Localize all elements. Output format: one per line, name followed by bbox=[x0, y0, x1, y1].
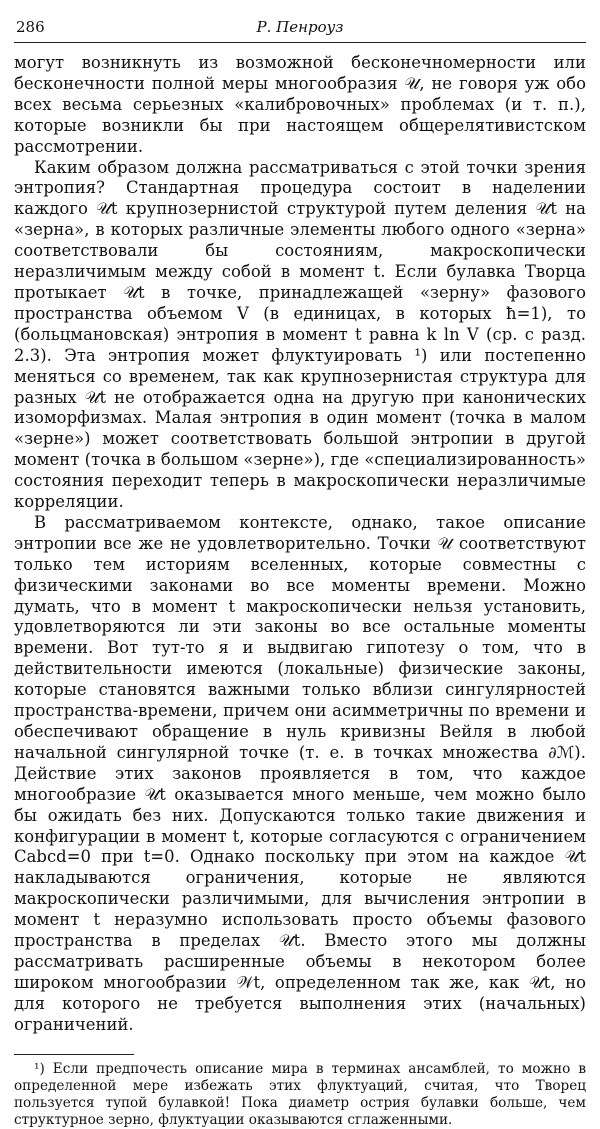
footnote-divider bbox=[14, 1054, 134, 1055]
paragraph-context: В рассматриваемом контексте, однако, такое описание энтропии все же не удовлетворительно. Точки 𝒰 соответствуют только тем историям вселенных, которые совместны с физическими законами во все моменты времени. Можно думать, что в момент t макроскопически нельзя установить, удовлетворяются ли эти законы во все остальные моменты времени. Вот тут-то я и выдвигаю гипотезу о том, что в действительности имеются (локальные) физические законы, которые становятся важными только вблизи сингулярностей пространства-времени, причем они асимметричны по времени и обеспечивают обращение в нуль кривизны Вейля в любой начальной сингулярной точке (т. е. в точках множества ∂ℳ). Действие этих законов проявляется в том, что каждое многообразие 𝒰t оказывается много меньше, чем можно было бы ожидать без них. Допускаются только такие движения и конфигурации в момент t, которые согласуются с ограничением Cabcd=0 при t=0. Однако поскольку при этом на каждое 𝒰t накладываются ограничения, которые не являются макроскопически различимыми, для вычисления энтропии в момент t неразумно использовать просто объемы фазового пространства в пределах 𝒰t. Вместо этого мы должны рассматривать расширенные объемы в некотором более широком многообразии 𝒲t, определенном так же, как 𝒰t, но для которого не требуется выполнения этих (начальных) ограничений. bbox=[14, 512, 586, 1034]
footnote: ¹) Если предпочесть описание мира в терминах ансамблей, то можно в определенной мере избежать этих флуктуаций, считая, что Творец пользуется тупой булавкой! Пока диаметр острия булавки больше, чем структурное зерно, флуктуации оказываются сглаженными. bbox=[14, 1060, 586, 1129]
page-header bbox=[14, 16, 586, 43]
page-number: 286 bbox=[16, 18, 45, 36]
paragraph-continued: могут возникнуть из возможной бесконечномерности или бесконечности полной меры многообразия 𝒰, не говоря уж обо всех весьма серьезных «калибровочных» проблемах (и т. п.), которые возникли бы при настоящем общерелятивистском рассмотрении. bbox=[14, 53, 586, 156]
running-head-author: Р. Пенроуз bbox=[256, 18, 344, 36]
paragraph-entropy-question: Каким образом должна рассматриваться с этой точки зрения энтропия? Стандартная процедура состоит в наделении каждого 𝒰t крупнозернистой структурой путем деления 𝒰t на «зерна», в которых различные элементы любого одного «зерна» соответствовали бы состояниям, макроскопически неразличимым между собой в момент t. Если булавка Творца протыкает 𝒰t в точке, принадлежащей «зерну» фазового пространства объемом V (в единицах, в которых ħ=1), то (больцмановская) энтропия в момент t равна k ln V (ср. с разд. 2.3). Эта энтропия может флуктуировать ¹) или постепенно меняться со временем, так как крупнозернистая структура для разных 𝒰t не отображается одна на другую при канонических изоморфизмах. Малая энтропия в один момент (точка в малом «зерне») может соответствовать большой энтропии в другой момент (точка в большом «зерне»), где «специализированность» состояния переходит теперь в макроскопически неразличимые корреляции. bbox=[14, 157, 586, 512]
body-text bbox=[14, 53, 586, 1036]
book-page bbox=[14, 16, 586, 1129]
